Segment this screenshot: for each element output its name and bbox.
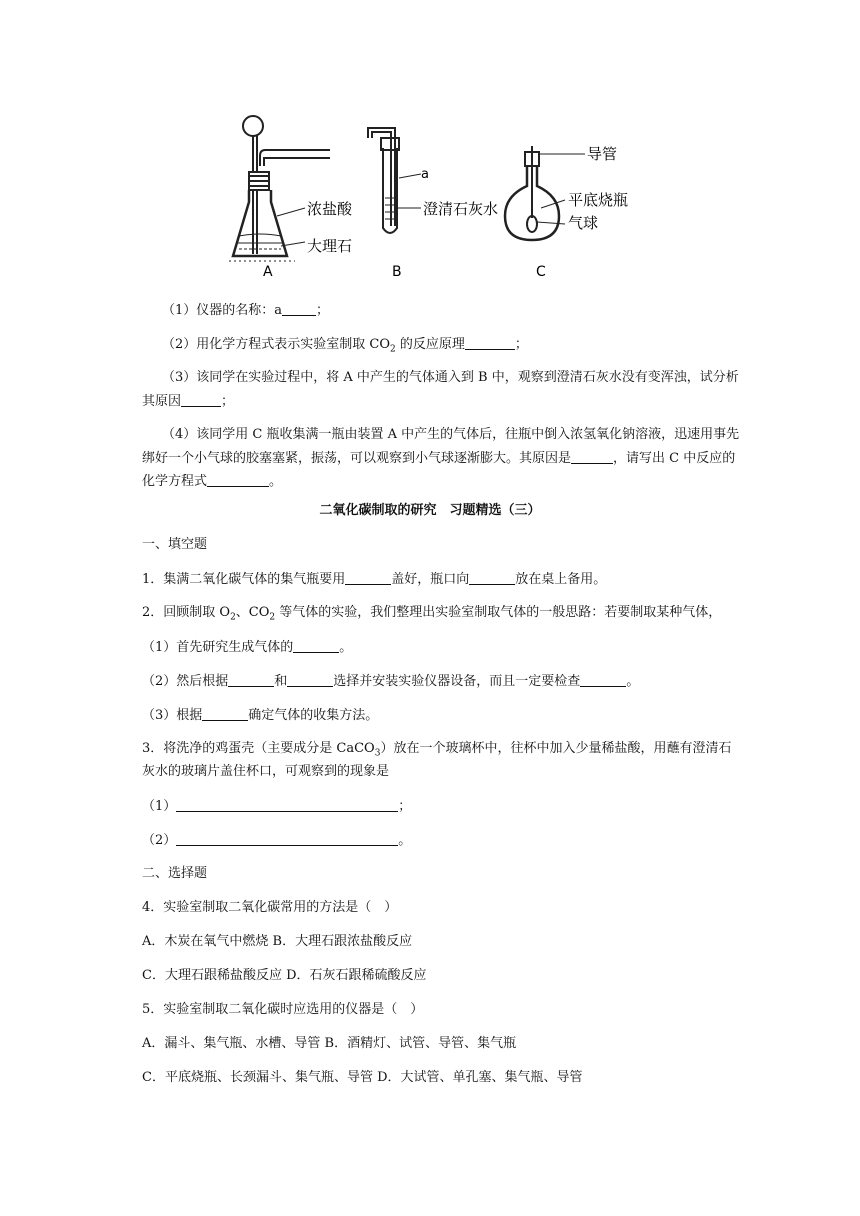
q2-b: 、CO: [235, 605, 270, 620]
q3-b: ）放在一个玻璃杯中，往杯中加入少量稀盐酸，用蘸有澄清石: [380, 741, 732, 756]
p2-mid: 的反应原理: [395, 337, 465, 352]
q2-c: 等气体的实验，我们整理出实验室制取气体的一般思路：若要制取某种气体，: [275, 605, 722, 620]
p2-sub: 2: [390, 344, 396, 355]
p2-tail: ；: [514, 337, 528, 352]
apparatus-diagram: [225, 108, 645, 283]
section-title: 二氧化碳制取的研究 习题精选（三）: [319, 503, 541, 518]
q2-s1b: 。: [339, 640, 353, 655]
p3-tail: ；: [221, 394, 235, 409]
answer-blank[interactable]: [202, 706, 248, 721]
question-p2: [162, 335, 860, 354]
p4-tail: 。: [269, 474, 283, 489]
answer-blank[interactable]: [176, 797, 398, 812]
balloon-label: 气球: [568, 214, 599, 232]
question-p4-line3: [142, 472, 860, 491]
apparatus-figure: [225, 108, 645, 283]
flask-label: 平底烧瓶: [568, 191, 629, 209]
p2-text: （2）用化学方程式表示实验室制取 CO: [162, 337, 391, 352]
question-p4-line1: [162, 426, 860, 444]
answer-blank[interactable]: [580, 672, 626, 687]
p1-tail: ；: [316, 303, 330, 318]
lime-water-label: 澄清石灰水: [423, 200, 499, 218]
question-5-options-cd: C．平底烧瓶、长颈漏斗、集气瓶、导管 D．大试管、单孔塞、集气瓶、导管: [142, 1070, 583, 1085]
q2-s3b: 确定气体的收集方法。: [248, 708, 379, 723]
question-4-options-cd: C．大理石跟稀盐酸反应 D．石灰石跟稀硫酸反应: [142, 968, 427, 983]
question-1: [142, 570, 860, 589]
q2-s1: 2: [230, 612, 236, 623]
question-p3-line2: [142, 392, 860, 411]
q1-b: 盖好，瓶口向: [391, 572, 470, 587]
q3-o1: （1）: [142, 799, 177, 814]
q3-o2: （2）: [142, 833, 177, 848]
p4-line2a: 绑好一个小气球的胶塞塞紧，振荡，可以观察到小气球逐渐膨大。其原因是: [142, 451, 572, 466]
question-2-step3: [142, 706, 860, 725]
question-p3-line1: [162, 369, 860, 387]
p4-line1: （4）该同学用 C 瓶收集满一瓶由装置 A 中产生的气体后，往瓶中倒入浓氢氧化钠溶液，迅速用事先: [162, 427, 740, 442]
question-3-option1: [142, 797, 860, 816]
q2-s2: 2: [269, 612, 276, 623]
question-3-line2: 灰水的玻璃片盖住杯口，可观察到的现象是: [142, 764, 390, 779]
question-5-options-ab: A．漏斗、集气瓶、水槽、导管 B．酒精灯、试管、导管、集气瓶: [142, 1036, 517, 1051]
p4-line3: 化学方程式: [142, 474, 208, 489]
question-p1: [162, 301, 860, 320]
q2-a: 2．回顾制取 O: [142, 605, 231, 620]
marble-label: 大理石: [307, 237, 353, 255]
q3-o1t: ；: [398, 799, 412, 814]
p3-line2: 其原因: [142, 394, 182, 409]
answer-blank[interactable]: [465, 335, 515, 350]
question-2-step2: [142, 672, 860, 691]
q2-s2d: 。: [626, 674, 640, 689]
funnel-bulb: [243, 116, 263, 136]
part2-heading: 二、选择题: [142, 866, 208, 881]
question-4-stem: 4．实验室制取二氧化碳常用的方法是（ ）: [142, 900, 398, 915]
answer-blank[interactable]: [181, 392, 221, 407]
answer-blank[interactable]: [228, 672, 274, 687]
question-2: [142, 604, 860, 622]
answer-blank[interactable]: [287, 672, 333, 687]
question-4-options-ab: A．木炭在氧气中燃烧 B．大理石跟浓盐酸反应: [142, 934, 413, 949]
apparatus-b-label: B: [392, 264, 402, 280]
apparatus-a-label: A: [263, 264, 273, 280]
q2-s2a: （2）然后根据: [142, 674, 229, 689]
answer-blank[interactable]: [207, 472, 269, 487]
q3-s: 3: [374, 748, 381, 759]
answer-blank[interactable]: [176, 831, 398, 846]
q2-s2c: 选择并安装实验仪器设备，而且一定要检查: [333, 674, 581, 689]
answer-blank[interactable]: [469, 570, 515, 585]
q2-s2b: 和: [274, 674, 288, 689]
question-p4-line2: [142, 449, 860, 468]
apparatus-c-label: C: [536, 264, 546, 280]
question-2-step1: [142, 638, 860, 657]
p4-line2b: ，请写出 C 中反应的: [613, 451, 736, 466]
apparatus-b: [368, 128, 421, 233]
question-3-option2: [142, 831, 860, 850]
question-5-stem: 5．实验室制取二氧化碳时应选用的仪器是（ ）: [142, 1002, 424, 1017]
acid-label: 浓盐酸: [307, 200, 353, 218]
answer-blank[interactable]: [345, 570, 391, 585]
q2-s1a: （1）首先研究生成气体的: [142, 640, 294, 655]
p3-line1: （3）该同学在实验过程中，将 A 中产生的气体通入到 B 中，观察到澄清石灰水没有变浑浊，试分析: [162, 370, 739, 385]
p1-text: （1）仪器的名称：a: [162, 303, 283, 318]
q3-o2t: 。: [398, 833, 412, 848]
answer-blank[interactable]: [293, 638, 339, 653]
question-3-line1: [142, 740, 860, 758]
tube-label: 导管: [587, 145, 618, 163]
answer-blank[interactable]: [282, 301, 316, 316]
answer-blank[interactable]: [571, 449, 613, 464]
part1-heading: 一、填空题: [142, 537, 208, 552]
a-marker: a: [421, 167, 429, 182]
q3-a: 3．将洗净的鸡蛋壳（主要成分是 CaCO: [142, 741, 375, 756]
q1-c: 放在桌上备用。: [515, 572, 607, 587]
q2-s3a: （3）根据: [142, 708, 203, 723]
q1-a: 1．集满二氧化碳气体的集气瓶要用: [142, 572, 346, 587]
